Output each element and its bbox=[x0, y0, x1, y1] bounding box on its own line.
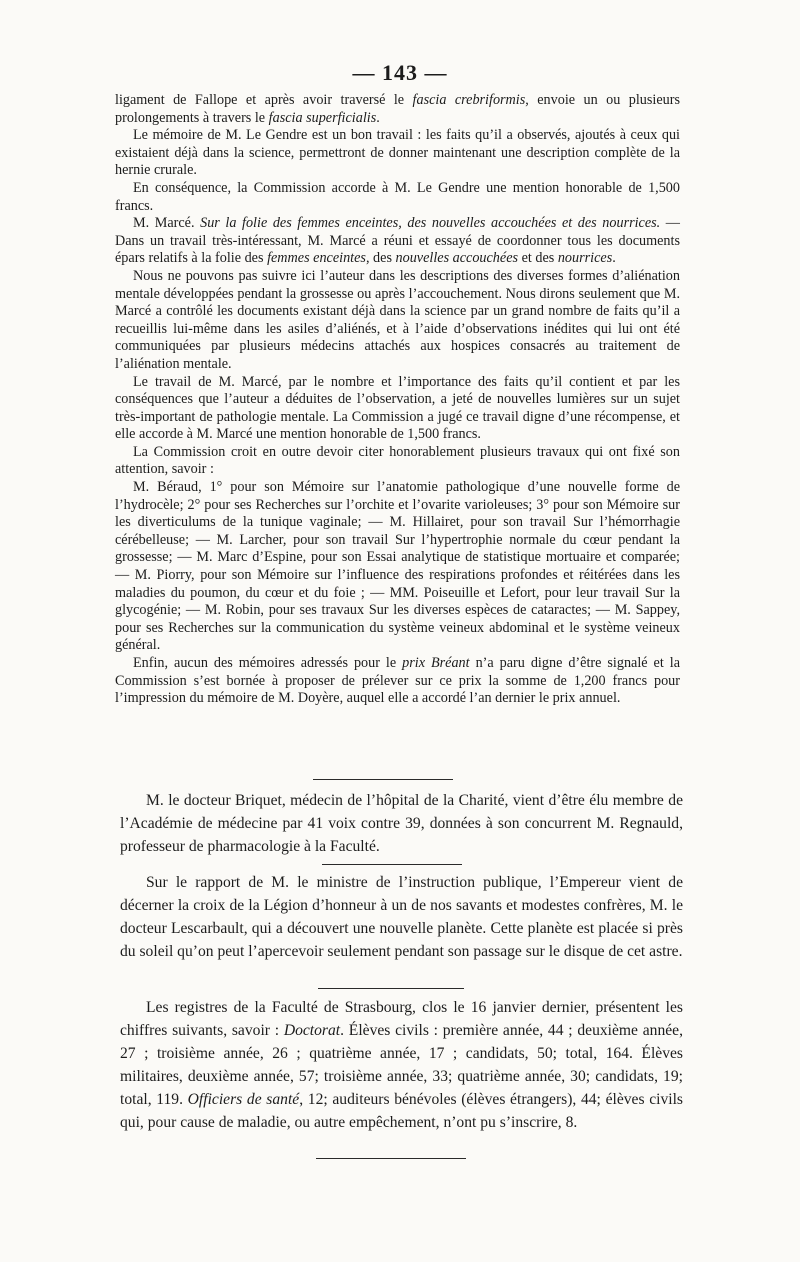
text-run: Nous ne pouvons pas suivre ici l’auteur dans les descriptions des diverses formes d’aliénation mentale développées pendant la grossesse ou après l’accouchement. Nous dirons seulement que M. Marcé a contrôlé les documents existant déjà dans la science par un grand nombre de faits qu’il a recueillis lui-même dans les asiles d’aliénés, et à l’aide d’observations inédites qui lui ont été communiquées par plusieurs médecins attachés aux hospices consacrés au traitement de l’aliénation mentale. bbox=[115, 267, 680, 372]
italic-text: nouvelles accouchées bbox=[395, 250, 519, 267]
page-number: — 143 — bbox=[352, 60, 448, 85]
italic-text: nourrices bbox=[557, 250, 613, 267]
separator-rule bbox=[313, 779, 453, 780]
text-run: — Dans un travail très-intéressant, M. Marcé a réuni et essayé de coordonner tous les documents épars relatifs à la folie des bbox=[115, 215, 680, 267]
notice-strasbourg bbox=[120, 996, 683, 1134]
paragraph bbox=[120, 871, 683, 963]
italic-text: fascia crebriformis bbox=[412, 92, 526, 108]
paragraph bbox=[120, 996, 683, 1134]
paragraph bbox=[120, 789, 683, 858]
paragraph bbox=[115, 374, 680, 444]
italic-text: fascia superficialis bbox=[268, 109, 377, 126]
notice-briquet bbox=[120, 789, 683, 858]
text-run: Le travail de M. Marcé, par le nombre et l’importance des faits qu’il contient et par les conséquences que l’auteur a déduites de l’observation, a jeté de nouvelles lumières sur un sujet très-important de pathologie mentale. La Commission a jugé ce travail digne d’une récompense, et elle accorde à M. Marcé une mention honorable de 1,500 francs. bbox=[115, 373, 680, 443]
text-run: La Commission croit en outre devoir citer honorablement plusieurs travaux qui ont fixé son attention, savoir : bbox=[115, 443, 680, 478]
paragraph bbox=[115, 180, 680, 215]
text-run: Le mémoire de M. Le Gendre est un bon travail : les faits qu’il a observés, ajoutés à ceux qui existaient déjà dans la science, permettront de donner maintenant une description complète de la hernie crurale. bbox=[115, 127, 680, 179]
text-run: . bbox=[376, 109, 380, 126]
separator-rule bbox=[316, 1158, 466, 1159]
italic-text: Sur la folie des femmes enceintes, des nouvelles accouchées et des nourrices. bbox=[200, 215, 661, 232]
text-run: . Élèves civils : première année, 44 ; deuxième année, 27 ; troisième année, 26 ; quatrième année, 17 ; candidats, 50; total, 164. Élèves militaires, deuxième année, 57; troisième année, 33; quatrième année, 30; candidats, 19; total, 119. bbox=[120, 1022, 683, 1108]
text-run: , des bbox=[365, 250, 396, 267]
text-run: Enfin, aucun des mémoires adressés pour le bbox=[133, 655, 403, 671]
text-run: Sur le rapport de M. le ministre de l’instruction publique, l’Empereur vient de décerner la croix de la Légion d’honneur à un de nos savants et modestes confrères, M. le docteur Lescarbault, qui a découvert une nouvelle planète. Cette planète est placée si près du soleil qu’on peut l’apercevoir seulement pendant son passage sur le disque de cet astre. bbox=[120, 874, 683, 960]
text-run: n’a paru digne d’être signalé et la Commission s’est bornée à proposer de prélever sur ce prix la somme de 1,200 francs pour l’impression du mémoire de M. Doyère, auquel elle a accordé l’an dernier le prix annuel. bbox=[115, 655, 680, 707]
paragraph bbox=[115, 215, 680, 268]
text-run: . bbox=[612, 250, 616, 267]
paragraph bbox=[115, 92, 680, 127]
separator-rule bbox=[318, 988, 464, 989]
text-run: , envoie un ou plusieurs prolongements à travers le bbox=[115, 92, 680, 126]
text-run: Les registres de la Faculté de Strasbourg, clos le 16 janvier dernier, présentent les chiffres suivants, savoir : bbox=[120, 999, 683, 1039]
paragraph bbox=[115, 127, 680, 180]
paragraph bbox=[115, 268, 680, 374]
italic-text: femmes enceintes bbox=[267, 250, 366, 267]
text-run: M. Marcé. bbox=[133, 215, 201, 232]
paragraph bbox=[115, 655, 680, 708]
text-run: M. Béraud, 1° pour son Mémoire sur l’anatomie pathologique d’une nouvelle forme de l’hydrocèle; 2° pour ses Recherches sur l’orchite et l’ovarite varioleuses; 3° pour son Mémoire sur les diverticulums de la tunique vaginale; — M. Hillairet, pour son travail Sur l’hémorrhagie cérébelleuse; — M. Larcher, pour son travail Sur l’hypertrophie normale du cœur pendant la grossesse; — M. Marc d’Espine, pour son Essai analytique de statistique mortuaire et comparée; — M. Piorry, pour son Mémoire sur l’influence des respirations profondes et réitérées dans les maladies du poumon, du cœur et du foie ; — MM. Poiseuille et Lefort, pour leur travail Sur la glycogénie; — M. Robin, pour ses travaux Sur les diverses espèces de cataractes; — M. Sappey, pour ses Recherches sur la communication du système veineux abdominal et le système veineux général. bbox=[115, 479, 680, 654]
text-run: En conséquence, la Commission accorde à M. Le Gendre une mention honorable de 1,500 francs. bbox=[115, 179, 680, 214]
notice-planet bbox=[120, 871, 683, 963]
separator-rule bbox=[322, 864, 462, 865]
text-run: et des bbox=[518, 250, 558, 267]
commission-report-text bbox=[115, 92, 680, 708]
text-run: ligament de Fallope et après avoir traversé le bbox=[115, 92, 413, 108]
text-run: M. le docteur Briquet, médecin de l’hôpital de la Charité, vient d’être élu membre de l’Académie de médecine par 41 voix contre 39, données à son concurrent M. Regnauld, professeur de pharmacologie à la Faculté. bbox=[120, 792, 683, 855]
italic-text: Officiers de santé bbox=[187, 1091, 300, 1108]
paragraph bbox=[115, 444, 680, 479]
italic-text: Doctorat bbox=[283, 1022, 341, 1039]
text-run: , 12; auditeurs bénévoles (élèves étrangers), 44; élèves civils qui, pour cause de maladie, ou autre empêchement, n’ont pu s’inscrire, 8. bbox=[120, 1091, 683, 1131]
paragraph bbox=[115, 479, 680, 655]
italic-text: prix Bréant bbox=[402, 655, 470, 671]
